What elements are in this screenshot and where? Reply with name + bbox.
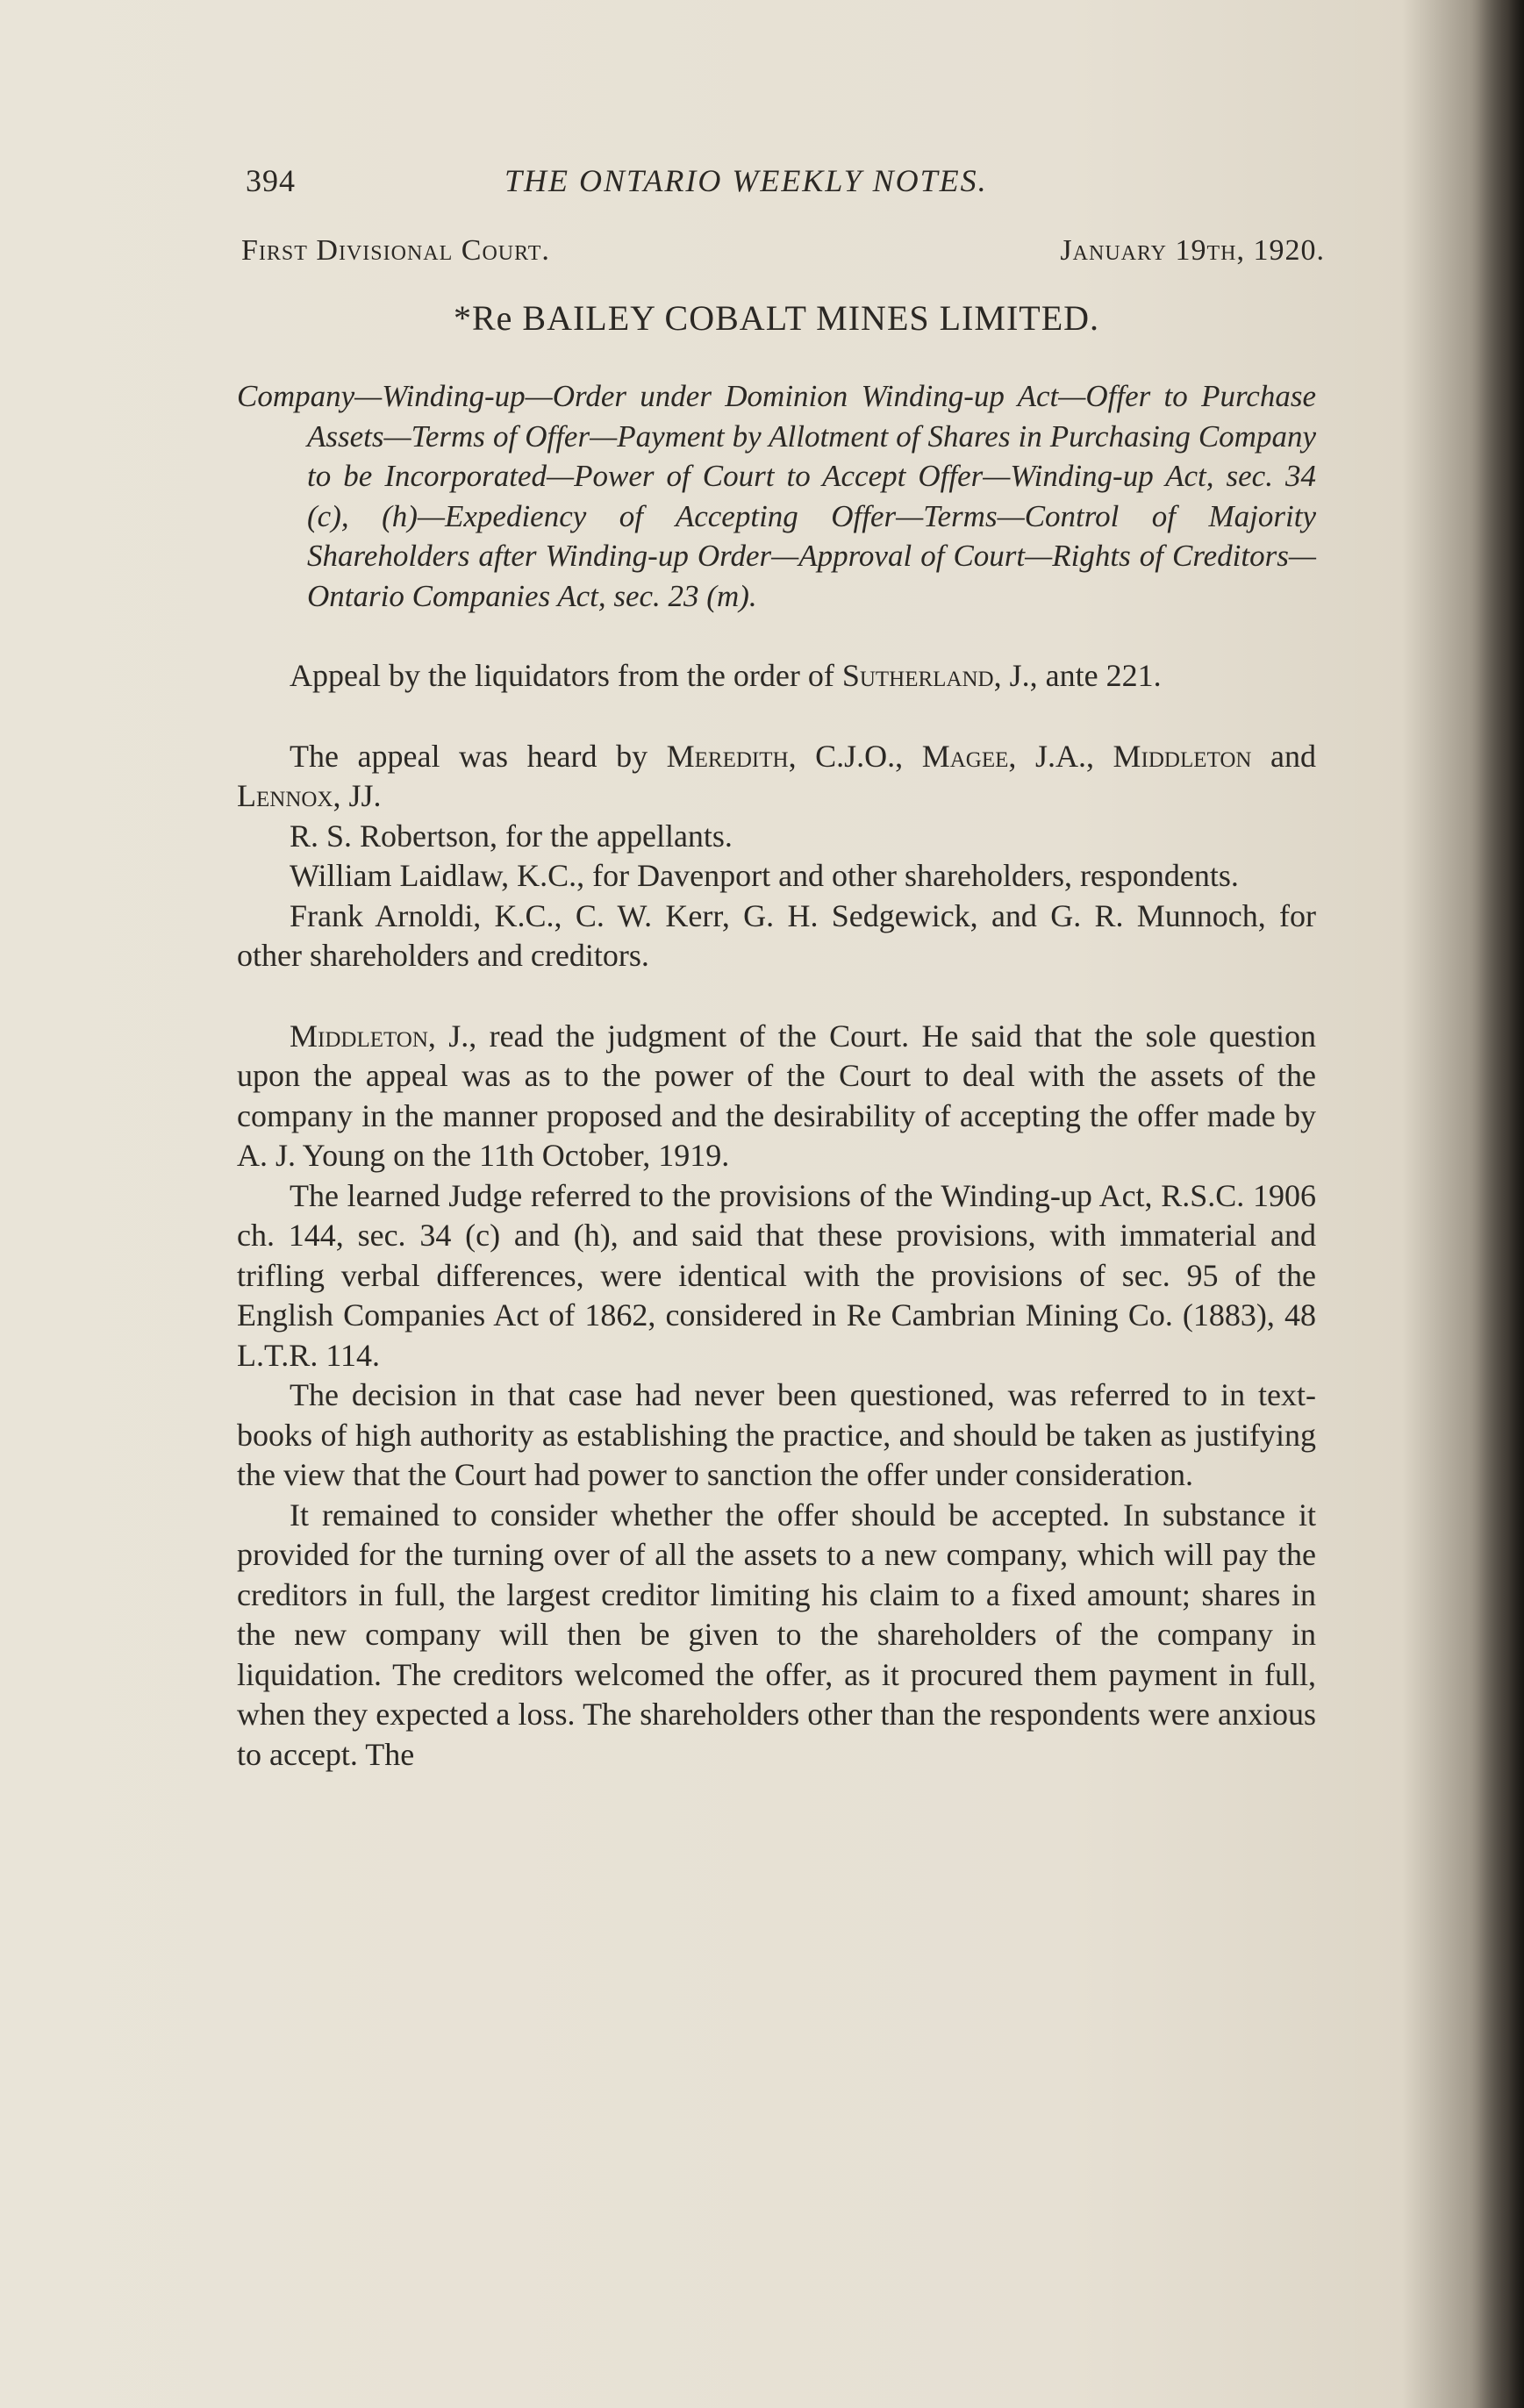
binding-shadow (1471, 0, 1524, 2408)
hearing-judge-4: Lennox (237, 778, 333, 813)
appeal-judge: Sutherland (841, 658, 994, 693)
decision-date: January 19th, 1920. (1060, 234, 1325, 267)
running-head (237, 162, 1316, 215)
hearing-sep-2: , J.A., (1008, 738, 1113, 774)
appeal-text-before: Appeal by the liquidators from the order of (290, 658, 842, 693)
court-name: First Divisional Court. (241, 234, 550, 267)
headnote-text: Company—Winding-up—Order under Dominion Winding-up Act—Offer to Purchase Assets—Terms of Offer—Payment by Allotment of Shares in Purchasing Company to be Incorporated—Power of Court to Accept Offer—Winding-up Act, sec. 34 (c), (h)—Expediency of Accepting Offer—Terms—Control of Majority Shareholders after Winding-up Order—Approval of Court—Rights of Creditors—Ontario Companies Act, sec. 23 (m). (237, 379, 1316, 613)
hearing-sep-1: , C.J.O., (788, 738, 922, 774)
headnote (237, 376, 1316, 616)
court-line (237, 234, 1325, 287)
judgment-judge: Middleton (290, 1018, 428, 1054)
counsel-others: Frank Arnoldi, K.C., C. W. Kerr, G. H. Sedgewick, and G. R. Munnoch, for other shareholders and creditors. (237, 897, 1316, 973)
page-number: 394 (246, 163, 296, 198)
judgment-paragraph-3: It remained to consider whether the offer should be accepted. In substance it provided for the turning over of all the assets to a new company, which will pay the creditors in full, the largest creditor limiting his claim to a fixed amount; shares in the new company will then be given to the shareholders of the company in liquidation. The creditors welcomed the offer, as it procured them payment in full, when they expected a loss. The shareholders other than the respondents were anxious to accept. The (237, 1497, 1316, 1772)
hearing-lead: The appeal was heard by (290, 738, 667, 774)
judgment-paragraph-2: The decision in that case had never been questioned, was referred to in text-books of high authority as establishing the practice, and should be taken as justifying the view that the Court had power to sanction the offer under consideration. (237, 1377, 1316, 1492)
judgment-opening (237, 1017, 1316, 1176)
hearing-sep-4: , JJ. (333, 778, 382, 813)
journal-title: THE ONTARIO WEEKLY NOTES. (504, 163, 988, 198)
appeal-text-after: , J., ante 221. (993, 658, 1162, 693)
hearing-paragraph (237, 737, 1316, 817)
hearing-sep-3: and (1251, 738, 1316, 774)
judgment-paragraph-1: The learned Judge referred to the provisions of the Winding-up Act, R.S.C. 1906 ch. 144, sec. 34 (c) and (h), and said that these provisions, with immaterial and trifling verbal differences, were identical with the provisions of sec. 95 of the English Companies Act of 1862, considered in Re Cambrian Mining Co. (1883), 48 L.T.R. 114. (237, 1177, 1316, 1373)
hearing-judge-2: Magee (921, 738, 1009, 774)
appeal-paragraph (237, 656, 1316, 697)
judgment-opening-text: , J., read the judgment of the Court. He said that the sole question upon the appeal was as to the power of the Court to deal with the assets of the company in the manner proposed and the desirability of accepting the offer made by A. J. Young on the 11th October, 1919. (237, 1018, 1316, 1173)
counsel-appellants: R. S. Robertson, for the appellants. (290, 818, 733, 854)
hearing-judge-1: Meredith (666, 738, 789, 774)
case-title: *Re BAILEY COBALT MINES LIMITED. (453, 298, 1100, 338)
counsel-respondents: William Laidlaw, K.C., for Davenport and other shareholders, respondents. (290, 858, 1239, 893)
page-content (237, 162, 1325, 1775)
hearing-judge-3: Middleton (1113, 738, 1252, 774)
